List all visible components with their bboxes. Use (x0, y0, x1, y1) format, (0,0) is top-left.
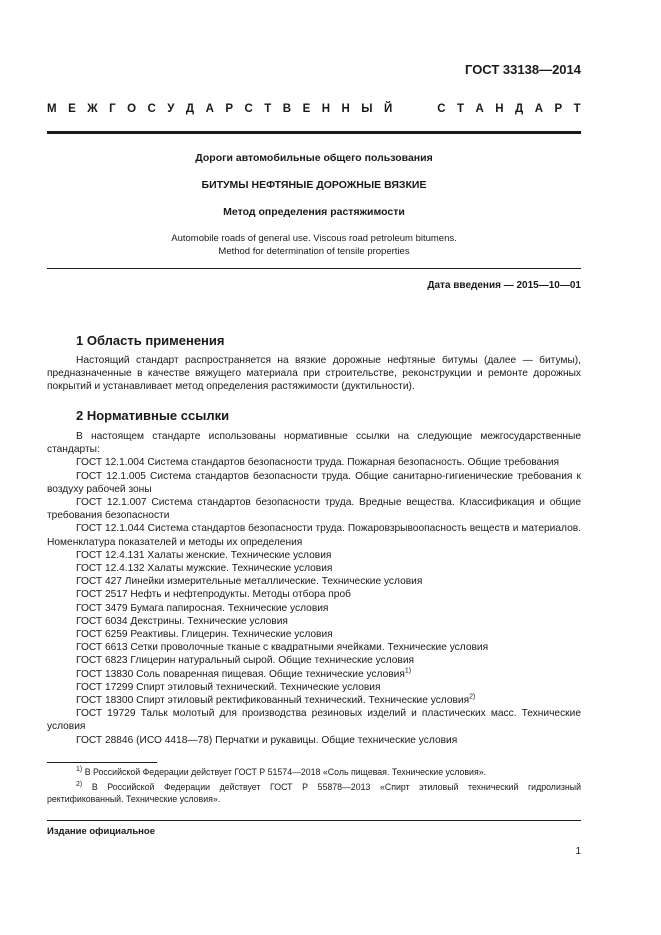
category-letter: Й (384, 103, 393, 115)
standard-category (47, 103, 581, 115)
footnote-divider (47, 762, 157, 763)
reference-item (47, 694, 581, 707)
reference-text: ГОСТ 12.1.044 Система стандартов безопасности труда. Пожаровзрывоопасность веществ и материалов. Номенклатура показателей и методы их определения (47, 523, 581, 548)
category-letter: Т (573, 103, 581, 115)
reference-item (47, 628, 581, 641)
footnote-item (47, 781, 581, 806)
footnote-text: В Российской Федерации действует ГОСТ Р 51574—2018 «Соль пищевая. Технические условия». (84, 767, 487, 777)
section-2-body (47, 430, 581, 747)
footnote-text: В Российской Федерации действует ГОСТ Р 55878—2013 «Спирт этиловый технический гидролизный ректификованный. Технические условия». (47, 781, 581, 804)
reference-item (47, 575, 581, 588)
reference-item (47, 641, 581, 654)
reference-item (47, 681, 581, 694)
section-2-intro: В настоящем стандарте использованы нормативные ссылки на следующие межгосударственные стандарты: (47, 431, 581, 456)
category-letter: В (282, 103, 292, 115)
category-letter: Т (456, 103, 465, 115)
category-letter: А (475, 103, 484, 115)
category-letter: Ы (361, 103, 373, 115)
reference-text: ГОСТ 12.1.005 Система стандартов безопасности труда. Общие санитарно-гигиенические требования к воздуху рабочей зоны (47, 470, 581, 495)
english-title-1: Automobile roads of general use. Viscous road petroleum bitumens. (171, 233, 457, 244)
category-letter: Д (515, 103, 524, 115)
category-letter: Н (495, 103, 504, 115)
category-letter: А (205, 103, 214, 115)
category-letter: С (437, 103, 446, 115)
reference-text: ГОСТ 12.1.007 Система стандартов безопасности труда. Вредные вещества. Классификация и общие требования безопасности (47, 497, 581, 522)
reference-text: ГОСТ 28846 (ИСО 4418—78) Перчатки и рукавицы. Общие технические условия (76, 734, 458, 746)
reference-text: ГОСТ 12.4.132 Халаты мужские. Технические условия (76, 563, 333, 575)
category-letter: Д (185, 103, 195, 115)
footnote-mark: 1) (76, 766, 83, 774)
english-title-2: Method for determination of tensile properties (218, 246, 410, 257)
reference-item (47, 734, 581, 747)
section-1-paragraph: Настоящий стандарт распространяется на вязкие дорожные нефтяные битумы (далее — битумы), предназначенные в качестве вяжущего материала при строительстве, реконструкции и ремонте дорожных покрытий и устанавливает метод определения растяжимости (дуктильности). (47, 355, 581, 393)
reference-item (47, 707, 581, 733)
reference-item (47, 496, 581, 522)
reference-item (47, 615, 581, 628)
footnote-marker: 2) (469, 693, 476, 701)
category-letter: Т (264, 103, 272, 115)
reference-item (47, 470, 581, 496)
category-letter: Р (225, 103, 234, 115)
footnote-marker: 1) (404, 667, 412, 675)
footnote-item (47, 766, 581, 779)
reference-item (47, 522, 581, 548)
section-1-body (47, 354, 581, 394)
title-line-2: БИТУМЫ НЕФТЯНЫЕ ДОРОЖНЫЕ ВЯЗКИЕ (201, 179, 427, 191)
category-letter: А (534, 103, 544, 115)
category-letter: О (127, 103, 137, 115)
section-2-title: 2 Нормативные ссылки (76, 408, 230, 423)
category-letter: Г (109, 103, 116, 115)
title-line-3: Метод определения растяжимости (223, 206, 405, 218)
header-divider (47, 131, 581, 134)
reference-text: ГОСТ 2517 Нефть и нефтепродукты. Методы отбора проб (76, 589, 351, 601)
title-divider (47, 268, 581, 269)
category-letter: Е (68, 103, 76, 115)
reference-text: ГОСТ 17299 Спирт этиловый технический. Технические условия (76, 681, 381, 693)
footnote-mark: 2) (76, 780, 83, 788)
category-letter: Ж (87, 103, 98, 115)
normative-reference-list (47, 456, 581, 746)
section-1-title: 1 Область применения (76, 333, 225, 348)
reference-item (47, 602, 581, 615)
reference-text: ГОСТ 3479 Бумага папиросная. Технические условия (76, 602, 329, 614)
category-letter: С (147, 103, 156, 115)
reference-text: ГОСТ 19729 Тальк молотый для производства резиновых изделий и пластических масс. Технические условия (47, 708, 581, 733)
footnotes (47, 766, 581, 808)
category-letter: Н (341, 103, 350, 115)
category-letter: С (244, 103, 253, 115)
reference-text: ГОСТ 12.1.004 Система стандартов безопасности труда. Пожарная безопасность. Общие требования (76, 457, 560, 469)
reference-item (47, 562, 581, 575)
page-number: 1 (575, 846, 581, 857)
reference-text: ГОСТ 6613 Сетки проволочные тканые с квадратными ячейками. Технические условия (76, 642, 489, 654)
introduction-date: Дата введения — 2015—10—01 (427, 280, 581, 291)
reference-item (47, 549, 581, 562)
reference-text: ГОСТ 427 Линейки измерительные металлические. Технические условия (76, 576, 423, 588)
reference-item (47, 654, 581, 667)
reference-text: ГОСТ 6823 Глицерин натуральный сырой. Общие технические условия (76, 655, 415, 667)
reference-item (47, 456, 581, 469)
edition-note: Издание официальное (47, 826, 155, 837)
reference-text: ГОСТ 6034 Декстрины. Технические условия (76, 615, 288, 627)
category-letter: Е (302, 103, 311, 115)
category-letter: Н (321, 103, 331, 115)
reference-text: ГОСТ 12.4.131 Халаты женские. Технические условия (76, 549, 332, 561)
footer-divider (47, 820, 581, 821)
reference-text: ГОСТ 6259 Реактивы. Глицерин. Технические условия (76, 629, 333, 641)
category-letter: М (47, 103, 57, 115)
title-line-1: Дороги автомобильные общего пользования (195, 152, 433, 164)
reference-item (47, 668, 581, 681)
reference-text: ГОСТ 13830 Соль поваренная пищевая. Общие технические условия (76, 668, 405, 680)
standard-code: ГОСТ 33138—2014 (465, 62, 581, 77)
category-letter: У (167, 103, 175, 115)
category-letter: Р (554, 103, 563, 115)
reference-text: ГОСТ 18300 Спирт этиловый ректификованный технический. Технические условия (76, 695, 470, 707)
reference-item (47, 588, 581, 601)
